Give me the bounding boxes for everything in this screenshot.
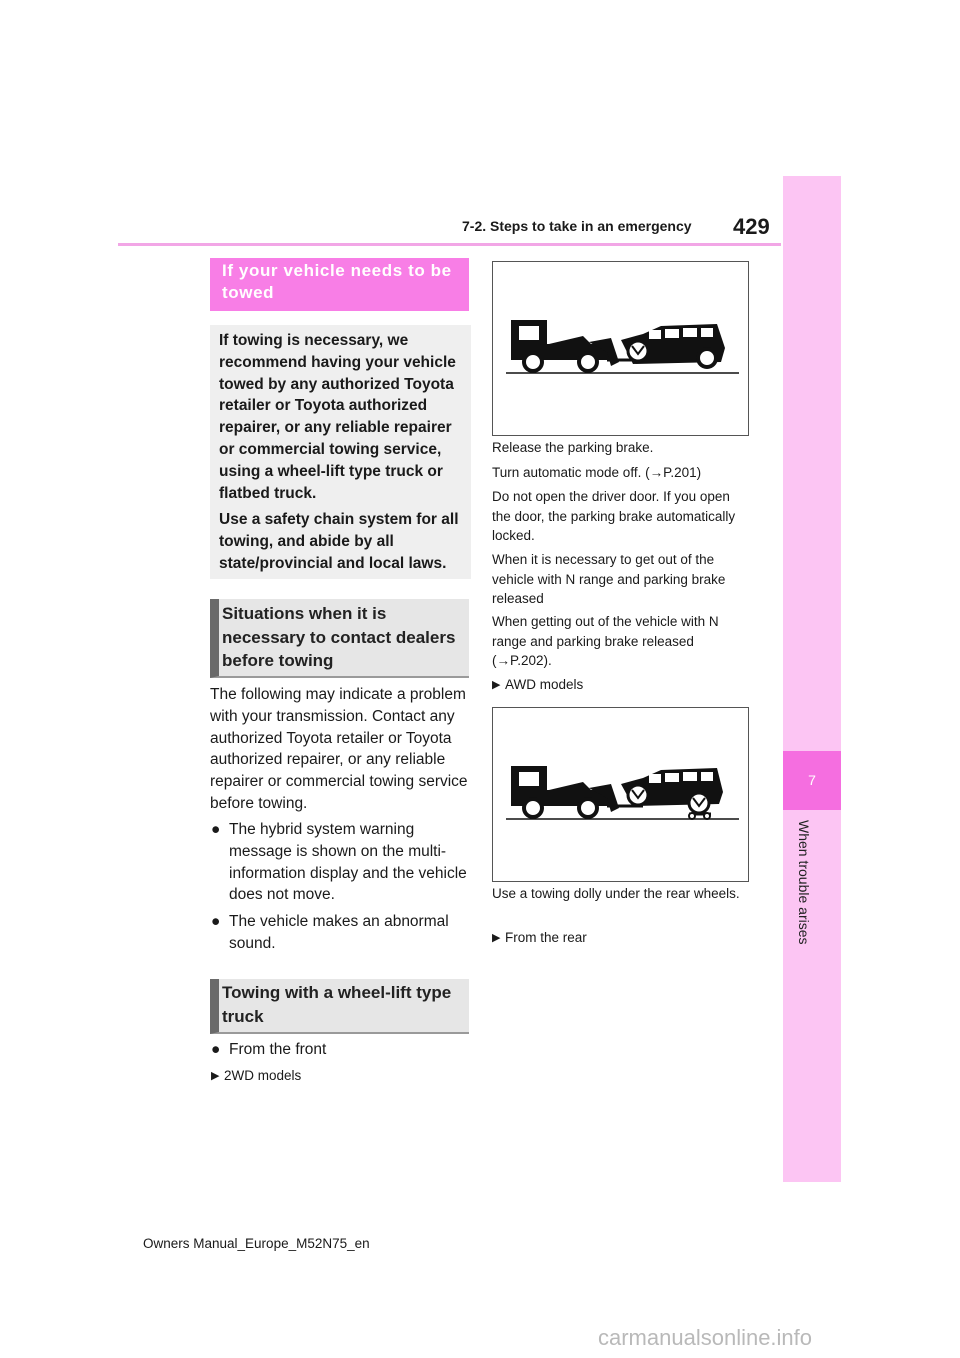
document-id: Owners Manual_Europe_M52N75_en: [143, 1236, 370, 1251]
section-title: 7-2. Steps to take in an emergency: [462, 218, 692, 234]
watermark: carmanualsonline.info: [598, 1325, 813, 1350]
list-item: [211, 819, 473, 906]
triangle-right-icon: ▶: [492, 679, 501, 691]
bullet-icon: ●: [211, 913, 221, 930]
towing-front-illustration: [492, 261, 749, 436]
towing-advice-para2: Use a safety chain system for all towing, and abide by all state/provincial and local laws.: [219, 511, 459, 572]
n-range-note-text: When it is necessary to get out of the vehicle with N range and parking brake released: [492, 552, 726, 606]
bullet-text: The vehicle makes an abnormal sound.: [229, 913, 449, 952]
towing-advice-para1: If towing is necessary, we recommend having your vehicle towed by any authorized Toyota retailer or Toyota authorized repairer, or any reliable repairer or commercial towing service, using a wheel-lift type truck or flatbed truck.: [219, 332, 456, 502]
bullet-icon: ●: [211, 1041, 221, 1058]
chapter-side-tab: [783, 176, 841, 1182]
from-rear-label: ▶ From the rear: [492, 930, 587, 945]
release-brake-text: Release the parking brake.: [492, 440, 654, 455]
auto-mode-text: Turn automatic mode off. (→P.201): [492, 465, 702, 480]
model-label-2wd: ▶ 2WD models: [211, 1068, 302, 1083]
door-note-text: Do not open the driver door. If you open the door, the parking brake automatically locked.: [492, 489, 736, 543]
model-label-awd: ▶ AWD models: [492, 677, 584, 692]
towing-dolly-illustration: [492, 707, 749, 882]
dolly-note-text: Use a towing dolly under the rear wheels.: [492, 886, 740, 901]
bullet-icon: ●: [211, 821, 221, 838]
list-item: [211, 1039, 473, 1061]
transmission-problem-text: The following may indicate a problem with your transmission. Contact any authorized Toyota retailer or Toyota authorized repairer, or any reliable repairer or commercial towing service before towing.: [210, 686, 468, 812]
n-range-ref-text: When getting out of the vehicle with N range and parking brake released (→P.202).: [492, 614, 719, 668]
triangle-right-icon: ▶: [492, 932, 501, 944]
wheel-lift-heading: Towing with a wheel-lift type truck: [210, 979, 469, 1034]
chapter-number: 7: [783, 751, 841, 810]
chapter-title: When trouble arises: [796, 820, 812, 945]
towing-advice-box: [210, 325, 471, 579]
towed-heading: If your vehicle needs to be towed: [210, 258, 469, 311]
bullet-text: The hybrid system warning message is shown on the multi-information display and the vehicle does not move.: [229, 821, 467, 904]
from-front-text: From the front: [229, 1041, 327, 1058]
header-divider: [118, 243, 781, 246]
list-item: [211, 911, 473, 955]
contact-dealers-heading: Situations when it is necessary to contact dealers before towing: [210, 599, 469, 678]
triangle-right-icon: ▶: [211, 1070, 220, 1082]
page-number: 429: [733, 214, 770, 239]
